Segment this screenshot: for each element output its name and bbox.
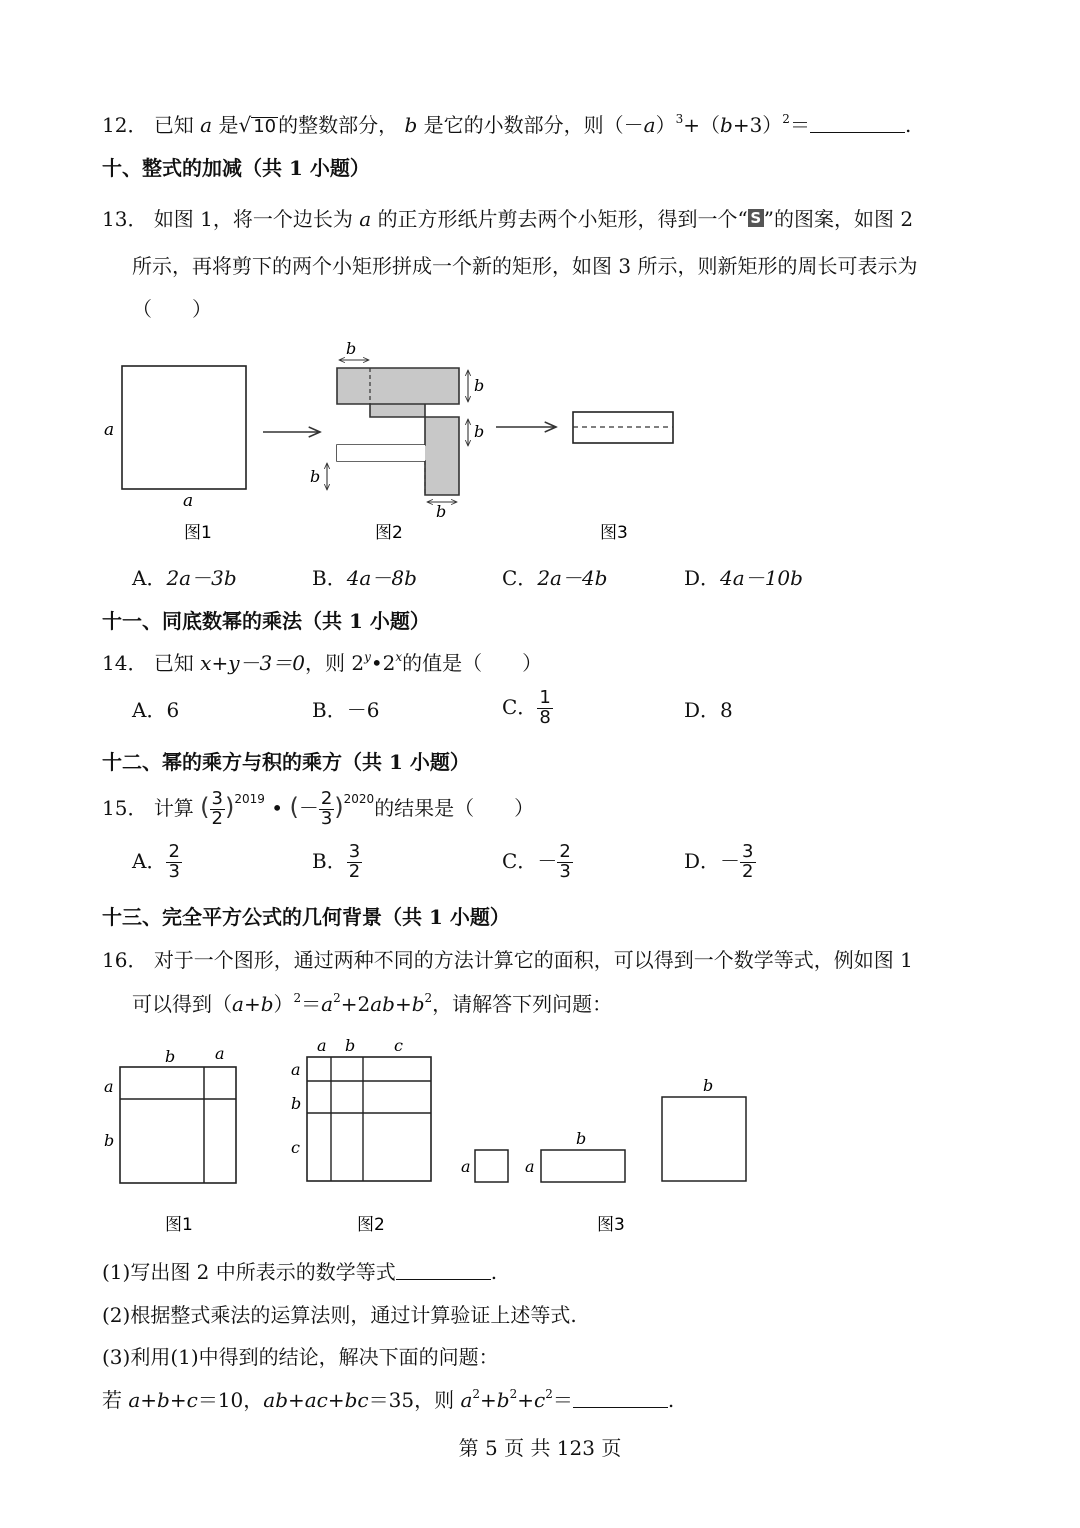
exponent: 2 (509, 1387, 518, 1401)
exponent: 2 (333, 991, 341, 1005)
option-label: D． (684, 848, 721, 873)
section-heading-13: 十三、完全平方公式的几何背景（共 1 小题） (102, 905, 510, 929)
q13-option-d[interactable] (684, 566, 803, 590)
fraction-numerator: 3 (348, 841, 361, 862)
q16-text: . (490, 1260, 498, 1284)
fraction-denominator: 3 (168, 860, 180, 882)
q16-part-1 (102, 1260, 497, 1284)
fraction-numerator: 3 (742, 841, 754, 862)
q16-text: . (667, 1388, 675, 1412)
fraction-numerator: 2 (320, 788, 333, 809)
q16-part-4 (102, 1387, 674, 1412)
fraction (210, 790, 225, 829)
condition-2: ab+ac+bc (263, 1388, 369, 1412)
q16-part-3: (3)利用(1)中得到的结论，解决下面的问题： (102, 1345, 499, 1369)
exponent: 3 (675, 112, 684, 126)
option-text: 2a－3b (166, 566, 237, 590)
option-text: 4a－8b (346, 566, 417, 590)
fig3-label-a: a (461, 1157, 471, 1176)
q12-text: 是它的小数部分，则（－ (423, 113, 644, 137)
q12-text: . (904, 113, 912, 137)
fig3-big-square (662, 1097, 746, 1181)
q16-text: ＝ (552, 1388, 573, 1412)
q13-option-b[interactable] (312, 566, 417, 590)
var-a: a (200, 113, 213, 137)
var-ab: ab (370, 992, 395, 1016)
answer-blank[interactable] (396, 1263, 491, 1280)
answer-blank[interactable] (810, 116, 905, 133)
q13-text: 如图 1，将一个边长为 (153, 207, 353, 231)
exponent: 2 (782, 112, 790, 126)
q16-part-2: (2)根据整式乘法的运算法则，通过计算验证上述等式. (102, 1303, 577, 1327)
var-c: c (534, 1388, 546, 1412)
exponent: x (395, 650, 403, 664)
q12-text: 的整数部分， (278, 113, 399, 137)
fraction-denominator: 8 (539, 706, 551, 728)
fig2-caption: 图2 (357, 1215, 385, 1235)
question-number: 15． (102, 795, 148, 820)
exponent: 2 (424, 991, 433, 1005)
fig1-square (120, 1067, 236, 1183)
condition-1: a+b+c (128, 1388, 198, 1412)
answer-blank[interactable] (573, 1391, 668, 1408)
fig2-caption: 图2 (375, 523, 403, 543)
fraction-denominator: 2 (348, 860, 361, 882)
paren-close: ) (225, 792, 235, 821)
plus-sign: + (480, 1388, 497, 1412)
fig1-caption: 图1 (165, 1215, 193, 1235)
fig1-square (122, 366, 246, 489)
option-sign: － (720, 848, 741, 873)
exponent: 2 (472, 1387, 481, 1401)
section-heading-11: 十一、同底数幂的乘法（共 1 小题） (102, 609, 430, 633)
option-label: C． (502, 694, 538, 719)
q15-option-d[interactable] (684, 843, 756, 882)
fraction-denominator: 3 (559, 860, 571, 882)
fig3-label-b: b (576, 1129, 587, 1148)
q15-text: 的结果是（ ） (374, 795, 535, 820)
exponent: 2 (545, 1387, 553, 1401)
q14-text: •2 (370, 651, 396, 675)
option-text: 6 (166, 698, 180, 722)
fraction (557, 843, 572, 882)
question-number: 13． (102, 207, 148, 231)
exponent: 2 (293, 991, 302, 1005)
q16-text: ＝ (301, 992, 322, 1016)
paren-open: ( (289, 792, 299, 821)
q12-text: ＝ (789, 113, 810, 137)
q16-text: (1)写出图 2 中所表示的数学等式 (102, 1260, 396, 1284)
option-sign: － (537, 848, 558, 873)
var-b: b (720, 113, 733, 137)
q16-text: 可以得到（ (132, 992, 232, 1016)
fraction (166, 843, 181, 882)
fig2-label-a: a (291, 1060, 301, 1079)
var-a: a (232, 992, 244, 1016)
s-shape-icon: S (748, 209, 764, 227)
plus-sign: + (243, 992, 261, 1016)
q12-text: +（ (683, 113, 720, 137)
option-label: C． (502, 848, 538, 873)
fig1-label-b: b (165, 1047, 176, 1066)
q13-option-a[interactable] (132, 566, 237, 590)
paren-open: ( (200, 792, 210, 821)
fraction-numerator: 2 (168, 841, 180, 862)
q15-text: 计算 (153, 795, 194, 820)
fig1-label-a-side: a (104, 420, 115, 440)
option-label: D． (684, 698, 721, 722)
option-label: A． (132, 698, 167, 722)
option-label: B． (312, 698, 347, 722)
q13-text: 的正方形纸片剪去两个小矩形，得到一个“ (377, 207, 748, 231)
fraction-numerator: 3 (211, 788, 223, 809)
var-b: b (260, 992, 274, 1016)
q16-figure (95, 1030, 765, 1240)
fraction-numerator: 2 (559, 841, 571, 862)
fraction-numerator: 1 (539, 687, 551, 708)
fig2-label-c: c (394, 1036, 403, 1055)
fig3-label-b: b (703, 1076, 714, 1095)
q16-text: 若 (102, 1388, 122, 1412)
var-b: b (411, 992, 425, 1016)
q12-text: 是 (218, 113, 239, 137)
var-a: a (643, 113, 656, 137)
var-b: b (496, 1388, 510, 1412)
fig3-caption: 图3 (600, 523, 628, 543)
q15-option-c[interactable] (502, 843, 573, 882)
fig2-label-b: b (346, 339, 357, 358)
fig2-label-b: b (436, 502, 447, 521)
q12-text: +3） (732, 113, 783, 137)
fraction-denominator: 2 (211, 807, 223, 829)
question-14 (102, 650, 542, 675)
q14-text: 已知 (153, 651, 194, 675)
fig1-label-a: a (104, 1077, 114, 1096)
sqrt-radicand: 10 (253, 116, 277, 137)
option-text: 2a－4b (537, 566, 608, 590)
q14-expression: x+y－3＝0 (200, 651, 305, 675)
question-13 (102, 207, 913, 231)
question-number: 12． (102, 113, 148, 137)
var-a: a (321, 992, 334, 1016)
q15-option-b[interactable] (312, 843, 362, 882)
option-label: A． (132, 566, 167, 590)
option-text: －6 (346, 698, 380, 722)
q15-option-a[interactable] (132, 843, 182, 882)
q16-text: ＝10， (197, 1388, 264, 1412)
var-b: b (404, 113, 418, 137)
minus-sign: － (298, 795, 319, 820)
fraction (319, 790, 334, 829)
q16-text: ＝35，则 (368, 1388, 455, 1412)
q14-option-d[interactable] (684, 698, 733, 722)
fraction-denominator: 3 (320, 807, 333, 829)
fig1-caption: 图1 (184, 523, 212, 543)
q14-text: 的值是（ ） (402, 651, 543, 675)
exponent: 2019 (234, 791, 265, 806)
question-16 (102, 948, 913, 972)
question-number: 16． (102, 948, 148, 972)
section-heading-10: 十、整式的加减（共 1 小题） (102, 156, 370, 180)
q13-answer-parens: （ ） (132, 297, 212, 321)
q13-option-c[interactable] (502, 566, 608, 590)
question-12 (102, 112, 911, 137)
plus-sign: + (517, 1388, 535, 1412)
option-text: 4a－10b (720, 566, 803, 590)
q13-line2: 所示，再将剪下的两个小矩形拼成一个新的矩形，如图 3 所示，则新矩形的周长可表示为 (132, 254, 918, 278)
s-shape-gap (337, 445, 425, 461)
fig2-label-b: b (474, 376, 485, 395)
exponent: 2020 (343, 791, 375, 806)
fig3-rectangle (541, 1150, 625, 1182)
page-footer: 第 5 页 共 123 页 (458, 1436, 622, 1460)
s-shape (337, 368, 459, 495)
option-label: C． (502, 566, 538, 590)
var-a: a (460, 1388, 473, 1412)
q14-text: ，则 2 (304, 651, 365, 675)
q16-line2 (132, 991, 612, 1016)
fig2-label-b: b (291, 1094, 302, 1113)
fraction-denominator: 2 (742, 860, 754, 882)
q13-text: ”的图案，如图 2 (763, 207, 914, 231)
fraction (740, 843, 755, 882)
q14-option-c[interactable] (502, 689, 553, 728)
section-heading-12: 十二、幂的乘方与积的乘方（共 1 小题） (102, 750, 470, 774)
fraction (347, 843, 362, 882)
q12-text: ） (655, 113, 676, 137)
fig2-label-a: a (317, 1036, 327, 1055)
q16-text: 对于一个图形，通过两种不同的方法计算它的面积，可以得到一个数学等式，例如图 1 (153, 948, 913, 972)
option-label: A． (132, 848, 167, 873)
fig1-label-b: b (104, 1131, 115, 1150)
question-number: 14． (102, 651, 148, 675)
fig2-label-b: b (474, 422, 485, 441)
fig1-label-a-bottom: a (183, 491, 194, 511)
q16-text: ，请解答下列问题： (432, 992, 613, 1016)
fig2-label-b: b (345, 1036, 356, 1055)
sqrt-symbol: √ (238, 113, 252, 137)
q16-text: ） (273, 992, 294, 1016)
option-text: 8 (720, 698, 733, 722)
multiply-dot: • (271, 795, 284, 820)
fig2-square (307, 1057, 431, 1181)
fig2-label-c: c (291, 1138, 300, 1157)
q14-option-b[interactable] (312, 698, 379, 722)
option-label: B． (312, 566, 347, 590)
option-label: D． (684, 566, 721, 590)
option-label: B． (312, 848, 347, 873)
q16-text: +2 (340, 992, 371, 1016)
var-a: a (359, 207, 372, 231)
fig3-small-square (475, 1150, 508, 1182)
q12-text: 已知 (153, 113, 194, 137)
fig2-label-b: b (310, 467, 321, 486)
plus-sign: + (394, 992, 412, 1016)
q14-option-a[interactable] (132, 698, 179, 722)
q13-figure (100, 335, 700, 550)
fig1-label-a: a (215, 1044, 225, 1063)
question-15 (102, 790, 534, 829)
exponent: y (364, 650, 371, 664)
fig3-label-a: a (525, 1157, 535, 1176)
fig3-caption: 图3 (597, 1215, 625, 1235)
paren-close: ) (334, 792, 344, 821)
fraction (537, 689, 552, 728)
